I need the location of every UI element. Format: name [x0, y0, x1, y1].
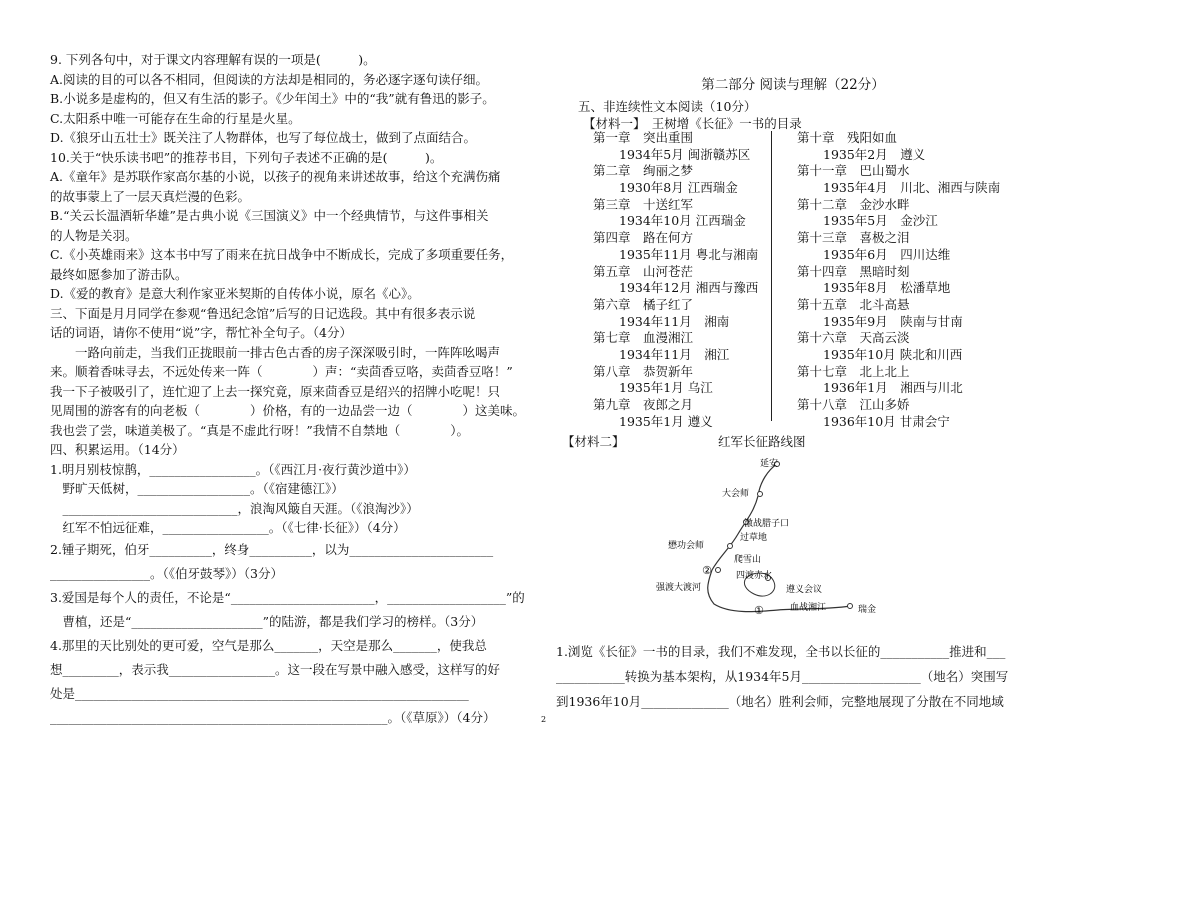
- toc-chapter: 第十三章 喜极之泪: [797, 230, 910, 246]
- map-label-paxueshan: 爬雪山: [734, 555, 762, 565]
- route-marker: [728, 544, 733, 549]
- map-label-maogong: 懋功会师: [668, 541, 705, 551]
- diary-line: 见周围的游客有的向老板（ ）价格，有的一边品尝一边（ ）这美味。: [50, 403, 526, 418]
- section3-heading: 三、下面是月月同学在参观“鲁迅纪念馆”后写的日记选段。其中有很多表示说: [50, 305, 476, 321]
- route-marker: [758, 492, 763, 497]
- section3-heading-cont: 话的词语，请你不使用“说”字，帮忙补全句子。（4分）: [50, 325, 352, 340]
- map-label-xuezhan: 血战湘江: [790, 603, 827, 613]
- q10-option-c-cont: 最终如愿参加了游击队。: [50, 266, 188, 282]
- toc-detail: 1935年8月 松潘草地: [823, 280, 951, 296]
- toc-detail: 1935年2月 遵义: [823, 146, 926, 162]
- toc-detail: 1930年8月 江西瑞金: [619, 180, 738, 196]
- toc-chapter: 第十章 残阳如血: [797, 130, 898, 145]
- toc-chapter: 第十八章 江山多娇: [797, 397, 910, 412]
- map-label-circle1: ①: [754, 604, 764, 617]
- map-label-sidu: 四渡赤水: [736, 571, 773, 581]
- q10-option-a-cont: 的故事蒙上了一层天真烂漫的色彩。: [50, 188, 251, 204]
- toc-detail: 1934年10月 江西瑞金: [619, 213, 746, 229]
- diary-line: 一路向前走，当我们正拢眼前一排古色古香的房子深深吸引时，一阵阵吆喝声: [50, 344, 501, 360]
- q2-line: 2.锺子期死，伯牙__________，终身__________，以为_______________________: [50, 541, 494, 557]
- section4-heading: 四、积累运用。（14分）: [50, 442, 185, 457]
- toc-detail: 1935年9月 陕南与甘南: [823, 313, 963, 329]
- q4-line: 4.那里的天比别处的更可爱，空气是那么_______，天空是那么_______，使我总: [50, 637, 487, 653]
- diary-line: 我一下子被吸引了，连忙迎了上去一探究竟，原来茴香豆是绍兴的招牌小吃呢！只: [50, 383, 501, 399]
- toc-detail: 1935年10月 陕北和川西: [823, 346, 963, 362]
- material2-heading: 【材料二】: [562, 434, 625, 449]
- toc-detail: 1936年1月 湘西与川北: [823, 380, 963, 396]
- q1-line: 1.浏览《长征》一书的目录，我们不难发现，全书以长征的___________推进和___: [556, 644, 1006, 659]
- q10-option-b-cont: 的人物是关羽。: [50, 227, 138, 243]
- map-label-dahuishi: 大会师: [722, 489, 750, 499]
- toc-chapter: 第十四章 黑暗时刻: [797, 263, 910, 279]
- toc-chapter: 第六章 橘子红了: [593, 296, 694, 312]
- q10-stem: 10.关于“快乐读书吧”的推荐书目，下列句子表述不正确的是( )。: [50, 149, 443, 165]
- map-label-zunyi: 遵义会议: [786, 585, 823, 595]
- toc-chapter: 第七章 血漫湘江: [593, 330, 694, 346]
- map-label-jizhan: 激战腊子口: [744, 519, 790, 529]
- toc-detail: 1935年1月 遵义: [619, 413, 713, 429]
- poem-fill-line: 野旷天低树，__________________。（《宿建德江》）: [50, 481, 344, 496]
- toc-detail: 1935年5月 金沙江: [823, 213, 938, 229]
- map-label-qiangdu: 强渡大渡河: [656, 583, 702, 593]
- poem-fill-line: 1.明月别枝惊鹊，_________________。（《西江月·夜行黄沙道中》）: [50, 461, 416, 477]
- toc-detail: 1935年11月 粤北与湘南: [619, 246, 759, 262]
- toc-detail: 1934年11月 湘南: [619, 313, 730, 329]
- toc-detail: 1934年12月 湘西与豫西: [619, 280, 759, 296]
- long-march-route-map: [650, 452, 900, 632]
- q4-line-cont: 想_________，表示我_________________。这一段在写景中融入感受，这样写的好: [50, 661, 501, 677]
- left-column: [50, 50, 526, 730]
- q9-option-c: C.太阳系中唯一可能存在生命的行星是火星。: [50, 110, 301, 126]
- q10-option-a: A.《童年》是苏联作家高尔基的小说，以孩子的视角来讲述故事，给这个充满伤痛: [50, 169, 501, 184]
- toc-detail: 1935年1月 乌江: [619, 380, 713, 396]
- toc-chapter: 第十二章 金沙水畔: [797, 196, 910, 212]
- toc-chapter: 第三章 十送红军: [593, 196, 694, 212]
- q3-line-cont: 曹植，还是“_____________________”的陆游，都是我们学习的榜样。（3分）: [50, 613, 484, 629]
- q9-option-d: D.《狼牙山五壮士》既关注了人物群体，也写了每位战士，做到了点面结合。: [50, 130, 477, 145]
- q10-option-b: B.“关云长温酒斩华雄”是古典小说《三国演义》中一个经典情节，与这件事相关: [50, 208, 489, 223]
- map-label-guocaodi: 过草地: [740, 533, 768, 543]
- page-number: 2: [541, 715, 547, 724]
- toc-chapter: 第二章 绚丽之梦: [593, 163, 694, 179]
- toc-left-column: [593, 130, 758, 430]
- route-marker: [716, 568, 721, 573]
- toc-chapter: 第九章 夜郎之月: [593, 397, 694, 412]
- toc-detail: 1934年5月 闽浙赣苏区: [619, 146, 751, 162]
- toc-chapter: 第八章 恭贺新年: [593, 363, 694, 379]
- reading-question-1: [556, 639, 1026, 714]
- toc-chapter: 第十六章 天高云淡: [797, 330, 910, 346]
- map-label-ruijin: 瑞金: [858, 605, 877, 615]
- map-label-circle2: ②: [702, 564, 712, 577]
- toc-detail: 1936年10月 甘肃会宁: [823, 413, 950, 429]
- route-path: [708, 464, 850, 612]
- map-title: 红军长征路线图: [718, 434, 806, 449]
- toc-chapter: 第一章 突出重围: [593, 130, 694, 145]
- q3-line: 3.爱国是每个人的责任，不论是“_______________________，___________________”的: [50, 589, 525, 605]
- q4-line-end: ______________________________________________________。（《草原》）（4分）: [50, 709, 496, 725]
- q2-line-cont: ________________。（《伯牙鼓琴》）（3分）: [50, 565, 283, 581]
- q10-option-c: C.《小英雄雨来》这本书中写了雨来在抗日战争中不断成长，完成了多项重要任务，: [50, 247, 514, 262]
- toc-chapter: 第十五章 北斗高悬: [797, 296, 910, 312]
- part2-title: 第二部分 阅读与理解（22分）: [701, 77, 885, 93]
- toc-chapter: 第十七章 北上北上: [797, 363, 910, 379]
- map-label-yanan: 延安: [760, 459, 779, 469]
- toc-divider: [771, 131, 772, 421]
- poem-fill-line: 红军不怕远征难，_________________。（《七律·长征》）（4分）: [50, 520, 406, 535]
- toc-chapter: 第四章 路在何方: [593, 230, 694, 246]
- material1-heading: 【材料一】 王树增《长征》一书的目录: [583, 116, 802, 131]
- diary-line: 来。顺着香味寻去，不远处传来一阵（ ）声：“卖茴香豆咯，卖茴香豆咯！”: [50, 364, 513, 379]
- q10-option-d: D.《爱的教育》是意大利作家亚米契斯的自传体小说，原名《心》。: [50, 286, 420, 301]
- diary-line: 我也尝了尝，味道美极了。“真是不虚此行呀！”我情不自禁地（ ）。: [50, 422, 470, 438]
- q4-line-cont: 处是_______________________________________________________________: [50, 685, 469, 701]
- toc-detail: 1935年6月 四川达维: [823, 246, 951, 262]
- section5-heading: 五、非连续性文本阅读（10分）: [578, 99, 757, 114]
- toc-detail: 1935年4月 川北、湘西与陕南: [823, 180, 1001, 196]
- poem-fill-line: ____________________________，浪淘风簸自天涯。（《浪淘沙》）: [50, 500, 419, 516]
- route-marker: [848, 604, 853, 609]
- q9-option-a: A.阅读的目的可以各不相同，但阅读的方法却是相同的，务必逐字逐句读仔细。: [50, 71, 489, 87]
- toc-chapter: 第五章 山河苍茫: [593, 263, 694, 279]
- toc-chapter: 第十一章 巴山蜀水: [797, 163, 910, 179]
- toc-detail: 1934年11月 湘江: [619, 346, 730, 362]
- toc-right-column: [797, 130, 1000, 430]
- q1-line: ___________转换为基本架构，从1934年5月___________________（地名）突围写: [556, 669, 1009, 684]
- q9-option-b: B.小说多是虚构的，但又有生活的影子。《少年闰土》中的“我”就有鲁迅的影子。: [50, 91, 495, 106]
- q9-stem: 9. 下列各句中，对于课文内容理解有误的一项是( )。: [50, 52, 376, 67]
- q1-line: 到1936年10月______________（地名）胜利会师，完整地展现了分散在不同地域: [556, 694, 1004, 709]
